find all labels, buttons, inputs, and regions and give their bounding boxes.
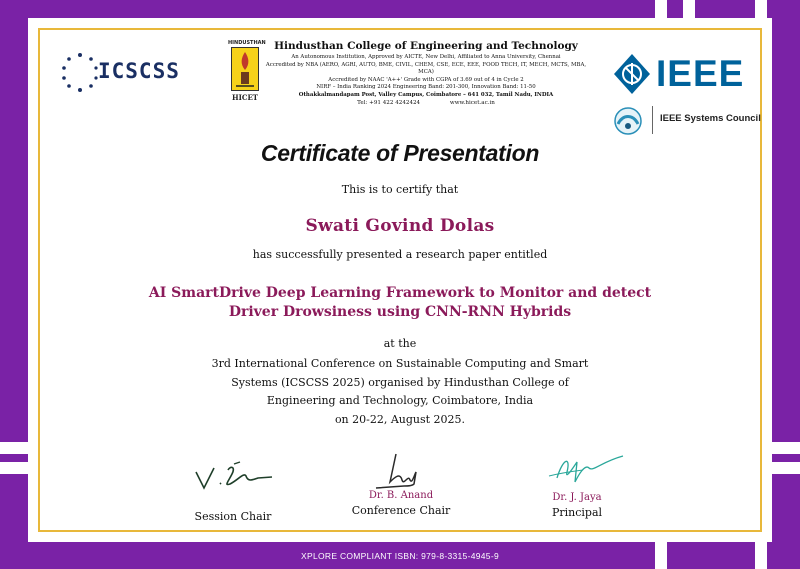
college-name: Hindusthan College of Engineering and Technology bbox=[274, 40, 578, 52]
signature-image bbox=[356, 450, 446, 490]
paper-title-line-2: Driver Drowsiness using CNN-RNN Hybrids bbox=[228, 304, 572, 320]
signature-image bbox=[527, 448, 627, 492]
at-text: at the bbox=[383, 337, 417, 350]
presented-text: has successfully presented a research paper entitled bbox=[252, 248, 548, 261]
certificate-title: Certificate of Presentation bbox=[260, 140, 540, 166]
college-nba: Accredited by NBA (AERO, AGRI, AUTO, BME, CIVIL, CHEM, CSE, ECE, EEE, FOOD TECH, IT, MECH, MCTS, MBA, MCA) bbox=[265, 61, 587, 75]
icscss-logo-text: ICSCSS bbox=[98, 59, 180, 83]
ieee-diamond-icon bbox=[612, 52, 652, 96]
hicet-logo-bottom-text: HICET bbox=[231, 93, 258, 102]
college-contact bbox=[264, 100, 588, 108]
conference-details bbox=[28, 355, 772, 429]
signature-image bbox=[188, 456, 278, 496]
paper-title-line-1: AI SmartDrive Deep Learning Framework to Monitor and detect bbox=[148, 285, 652, 301]
conference-line-2: Systems (ICSCSS 2025) organised by Hindusthan College of bbox=[231, 375, 569, 389]
divider bbox=[652, 106, 653, 134]
bg-stripe bbox=[770, 442, 800, 454]
signatory-role: Principal bbox=[551, 506, 603, 519]
bg-stripe bbox=[770, 462, 800, 474]
hicet-logo bbox=[228, 40, 266, 116]
college-naac: Accredited by NAAC 'A++' Grade with CGPA of 3.69 out of 4 in Cycle 2 bbox=[328, 76, 524, 83]
conference-line-1: 3rd International Conference on Sustainable Computing and Smart bbox=[211, 357, 589, 370]
signatory-role: Conference Chair bbox=[351, 504, 451, 517]
systems-council-text: IEEE Systems Council bbox=[660, 113, 761, 124]
college-approval: An Autonomous Institution, Approved by AICTE, New Delhi, Affiliated to Anna University, Chennai bbox=[291, 54, 561, 60]
college-header bbox=[264, 40, 588, 108]
icscss-logo bbox=[58, 50, 208, 94]
isbn-footer: XPLORE COMPLIANT ISBN: 979-8-3315-4945-9 bbox=[301, 551, 499, 561]
college-address: Othakkalmandapam Post, Valley Campus, Coimbatore – 641 032, Tamil Nadu, INDIA bbox=[298, 91, 554, 98]
ieee-logo-text: IEEE bbox=[656, 53, 745, 94]
hicet-shield-icon bbox=[231, 47, 259, 91]
college-nirf: NIRF – India Ranking 2024 Engineering Band: 201-300, Innovation Band: 11-50 bbox=[316, 84, 536, 90]
conference-line-4: on 20-22, August 2025. bbox=[334, 412, 466, 426]
college-website: www.hicet.ac.in bbox=[449, 100, 495, 106]
signature-block-conference-chair bbox=[326, 450, 476, 517]
systems-council-emblem-icon bbox=[610, 104, 646, 138]
college-tel: Tel: +91 422 4242424 bbox=[357, 100, 421, 106]
conference-line-3: Engineering and Technology, Coimbatore, India bbox=[266, 394, 534, 407]
signature-block-principal bbox=[502, 448, 652, 519]
paper-title bbox=[28, 284, 772, 322]
ieee-logo bbox=[612, 52, 752, 96]
ieee-systems-council-logo bbox=[610, 104, 770, 138]
signature-block-session-chair bbox=[158, 456, 308, 523]
hicet-logo-top-text: HINDUSTHAN bbox=[228, 40, 266, 46]
recipient-name: Swati Govind Dolas bbox=[305, 216, 495, 236]
certify-text: This is to certify that bbox=[341, 183, 459, 196]
bg-stripe bbox=[0, 462, 30, 474]
signatory-name bbox=[158, 496, 308, 507]
signatory-role: Session Chair bbox=[194, 510, 272, 523]
certificate-card bbox=[28, 18, 772, 542]
bg-stripe bbox=[0, 442, 30, 454]
signatory-name: Dr. B. Anand bbox=[368, 490, 434, 501]
dotted-ring-icon bbox=[58, 50, 102, 94]
signatory-name: Dr. J. Jaya bbox=[552, 492, 602, 503]
